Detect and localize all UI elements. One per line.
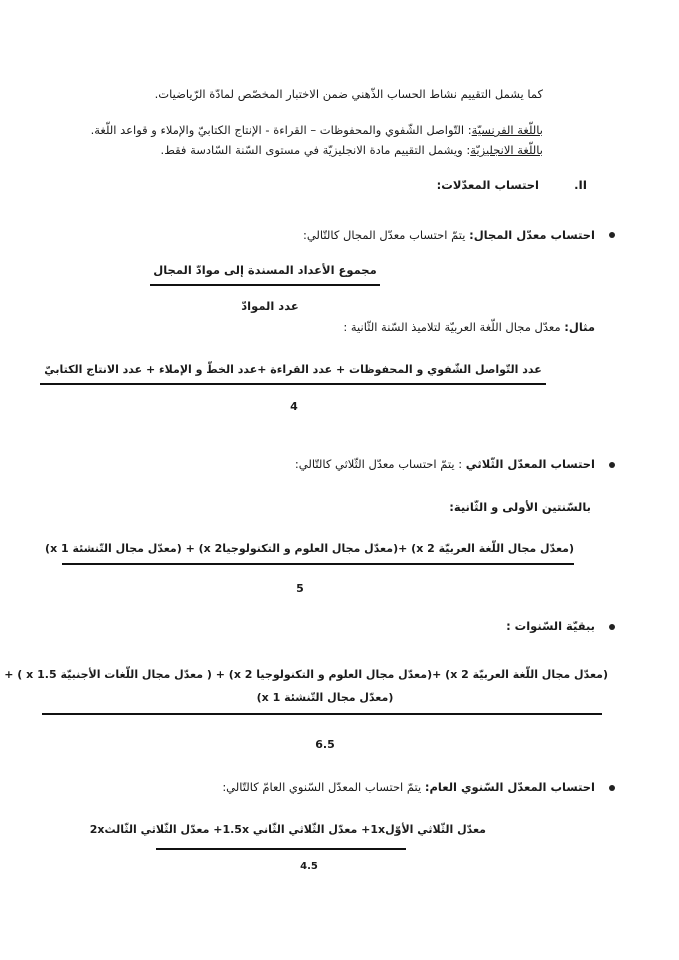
annual-fraction-bar xyxy=(156,848,406,850)
bullet-other-years xyxy=(609,624,615,630)
years-1-2-denominator: 5 xyxy=(296,582,304,595)
other-years-numerator-line2: (معدّل مجال التّنشئة 1 x) xyxy=(256,691,394,704)
other-years-fraction-bar xyxy=(42,713,602,715)
bullet-domain xyxy=(609,232,615,238)
years-1-2-label: بالسّنتين الأولى و الثّانية: xyxy=(449,500,591,514)
annual-numerator: معدّل الثّلاثي الأوّل1x+ معدّل الثّلاثي الثّاني 1.5x+ معدّل الثّلاثي الثّالث2x xyxy=(89,823,486,836)
annual-avg-line xyxy=(222,779,595,795)
domain-fraction-bar xyxy=(150,284,380,286)
other-years-denominator: 6.5 xyxy=(315,738,335,751)
section-title: احتساب المعدّلات: xyxy=(436,178,539,192)
annual-avg-heading: احتساب المعدّل السّنوي العام: xyxy=(424,780,595,794)
trimester-avg-line xyxy=(295,456,595,472)
domain-avg-text: يتمّ احتساب معدّل المجال كالتّالي: xyxy=(302,228,470,242)
domain-avg-line xyxy=(303,227,595,243)
french-text: : التّواصل الشّفوي والمحفوظات – القراءة - الإنتاج الكتابيّ والإملاء و قواعد اللّغة. xyxy=(90,123,472,137)
example-label: مثال: xyxy=(564,320,595,334)
bullet-trimester xyxy=(609,462,615,468)
english-line xyxy=(161,142,543,158)
example-fraction-bar xyxy=(40,383,546,385)
other-years-label: ببقيّة السّنوات : xyxy=(506,619,595,633)
trimester-avg-heading: احتساب المعدّل الثّلاثي xyxy=(465,457,595,471)
french-line xyxy=(91,122,543,138)
years-1-2-fraction-bar xyxy=(62,563,574,565)
english-text: : ويشمل التقييم مادة الانجليزيّة في مستوى السّنة السّادسة فقط. xyxy=(160,143,471,157)
trimester-avg-text: : يتمّ احتساب معدّل الثّلاثي كالتّالي: xyxy=(294,457,466,471)
annual-denominator: 4.5 xyxy=(300,861,318,872)
section-numeral: II. xyxy=(574,178,587,192)
annual-avg-text: يتمّ احتساب المعدّل السّنوي العامّ كالتّالي: xyxy=(222,780,425,794)
domain-avg-heading: احتساب معدّل المجال: xyxy=(469,228,595,242)
domain-example-line xyxy=(343,319,595,335)
intro-text: كما يشمل التقييم نشاط الحساب الذّهني ضمن الاختبار المخصّص لمادّة الرّياضيات. xyxy=(154,87,543,101)
bullet-annual xyxy=(609,785,615,791)
other-years-numerator-line1: (معدّل مجال اللّغة العربيّة 2 x) +(معدّل مجال العلوم و التكنولوجيا 2 x) + ( معدّل مجال اللّغات الأجنبيّة 1.5 x ) + xyxy=(4,668,608,681)
english-label: باللّغة الانجليزيّة xyxy=(470,143,543,157)
domain-denominator: عدد الموادّ xyxy=(241,299,299,313)
example-numerator: عدد التّواصل الشّفوي و المحفوظات + عدد القراءة +عدد الخطّ و الإملاء + عدد الانتاج الكتابيّ xyxy=(44,363,542,376)
example-denominator: 4 xyxy=(290,400,298,413)
years-1-2-numerator: (معدّل مجال اللّغة العربيّة 2 x) +(معدّل مجال العلوم و التكنولوجيا2 x) + (معدّل مجال التّنشئة 1 x) xyxy=(45,542,574,555)
example-text: معدّل مجال اللّغة العربيّة لتلاميذ السّنة الثّانية : xyxy=(343,320,565,334)
french-label: باللّغة الفرنسيّة xyxy=(471,123,543,137)
domain-numerator: مجموع الأعداد المسندة إلى موادّ المجال xyxy=(153,263,377,277)
